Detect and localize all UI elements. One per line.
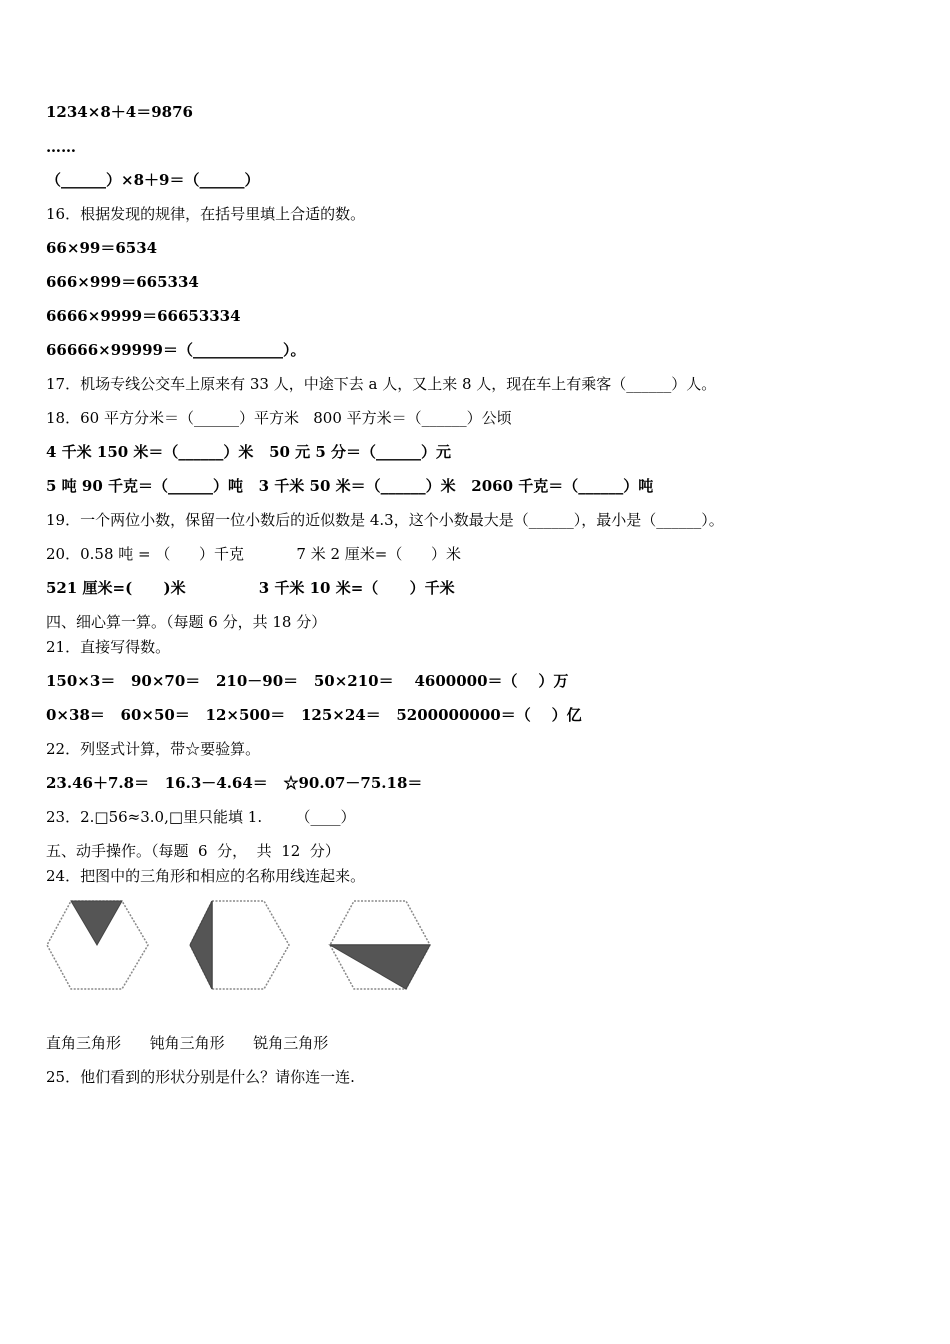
question-22-problems: 23.46＋7.8＝ 16.3－4.64＝ ☆90.07－75.18＝ <box>46 774 423 792</box>
question-18-line-3: 5 吨 90 千克＝（______）吨 3 千米 50 米＝（______）米 2060 千克＝（______）吨 <box>46 477 654 495</box>
question-23: 23．2.□56≈3.0,□里只能填 1. （____） <box>46 808 356 826</box>
blank-equation-line: （______）×8＋9＝（______） <box>46 171 260 189</box>
question-22-prompt: 22．列竖式计算，带☆要验算。 <box>46 740 261 758</box>
pattern-line-3: 6666×9999＝66653334 <box>46 307 241 325</box>
hexagon-figure-2 <box>190 901 289 989</box>
section-5-heading: 五、动手操作。（每题 6 分， 共 12 分） <box>46 842 340 860</box>
question-16-prompt: 16．根据发现的规律，在括号里填上合适的数。 <box>46 205 366 223</box>
hexagon-figure-3 <box>330 901 430 989</box>
question-24-prompt: 24．把图中的三角形和相应的名称用线连起来。 <box>46 867 366 885</box>
question-19: 19．一个两位小数，保留一位小数后的近似数是 4.3，这个小数最大是（______），最小是（______）。 <box>46 511 724 529</box>
hexagon-figures <box>44 895 444 995</box>
pattern-line-2: 666×999＝665334 <box>46 273 199 291</box>
hexagon-figure-1 <box>47 901 148 989</box>
equation-line: 1234×8＋4＝9876 <box>46 103 193 121</box>
question-18-line-1: 18．60 平方分米＝（______）平方米 800 平方米＝（______）公顷 <box>46 409 512 427</box>
question-20-line-1: 20．0.58 吨 = （ ）千克 7 米 2 厘米=（ ）米 <box>46 545 461 563</box>
question-20-line-2: 521 厘米=( )米 3 千米 10 米=（ ）千米 <box>46 579 455 597</box>
question-18-line-2: 4 千米 150 米＝（______）米 50 元 5 分＝（______）元 <box>46 443 452 461</box>
question-17: 17．机场专线公交车上原来有 33 人，中途下去 a 人，又上来 8 人，现在车上有乘客（______）人。 <box>46 375 717 393</box>
triangle-names: 直角三角形 钝角三角形 锐角三角形 <box>46 1034 329 1052</box>
pattern-line-4: 66666×99999＝（____________）。 <box>46 341 306 359</box>
question-21-prompt: 21．直接写得数。 <box>46 638 171 656</box>
ellipsis-line: …… <box>46 138 76 156</box>
question-21-line-1: 150×3＝ 90×70＝ 210－90＝ 50×210＝ 4600000＝（ ）万 <box>46 672 569 690</box>
question-25-prompt: 25．他们看到的形状分别是什么？请你连一连. <box>46 1068 355 1086</box>
section-4-heading: 四、细心算一算。（每题 6 分，共 18 分） <box>46 613 327 631</box>
pattern-line-1: 66×99＝6534 <box>46 239 158 257</box>
question-21-line-2: 0×38＝ 60×50＝ 12×500＝ 125×24＝ 5200000000＝（ ）亿 <box>46 706 582 724</box>
